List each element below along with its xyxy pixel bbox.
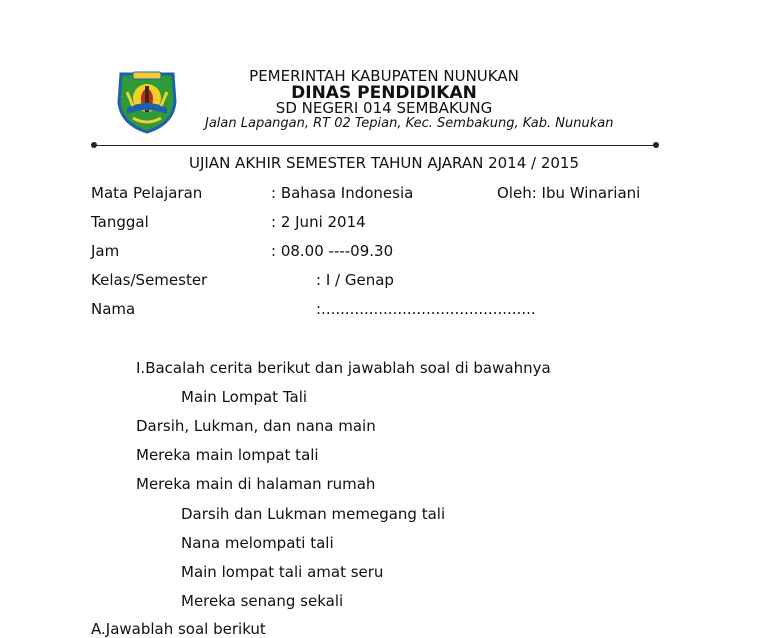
story-line: Darsih, Lukman, dan nana main [136,417,376,435]
story-line: Darsih dan Lukman memegang tali [181,505,446,523]
class-value: : I / Genap [316,271,394,289]
subject-value: : Bahasa Indonesia [271,184,414,202]
header-agency: DINAS PENDIDIKAN [291,83,477,103]
date-label: Tanggal [91,213,149,231]
story-line: Main lompat tali amat seru [181,563,384,581]
author: Oleh: Ibu Winariani [497,184,641,202]
section2-instruction: A.Jawablah soal berikut [91,620,266,638]
date-value: : 2 Juni 2014 [271,213,366,231]
story-title: Main Lompat Tali [181,388,308,406]
story-line: Nana melompati tali [181,534,334,552]
story-line: Mereka senang sekali [181,592,344,610]
section1-instruction: I.Bacalah cerita berikut dan jawablah soal di bawahnya [136,359,551,377]
story-line: Mereka main di halaman rumah [136,475,376,493]
rule-dot-right [653,142,659,148]
time-value: : 08.00 ----09.30 [271,242,394,260]
name-field: :............................................. [316,300,536,318]
header-divider [94,145,656,146]
class-label: Kelas/Semester [91,271,208,289]
name-label: Nama [91,300,136,318]
subject-label: Mata Pelajaran [91,184,203,202]
time-label: Jam [91,242,120,260]
header-school: SD NEGERI 014 SEMBAKUNG [275,99,493,117]
story-line: Mereka main lompat tali [136,446,319,464]
header-government: PEMERINTAH KABUPATEN NUNUKAN [249,67,519,85]
exam-title: UJIAN AKHIR SEMESTER TAHUN AJARAN 2014 / 2015 [188,154,580,172]
header-address: Jalan Lapangan, RT 02 Tepian, Kec. Sembakung, Kab. Nunukan [205,116,614,131]
